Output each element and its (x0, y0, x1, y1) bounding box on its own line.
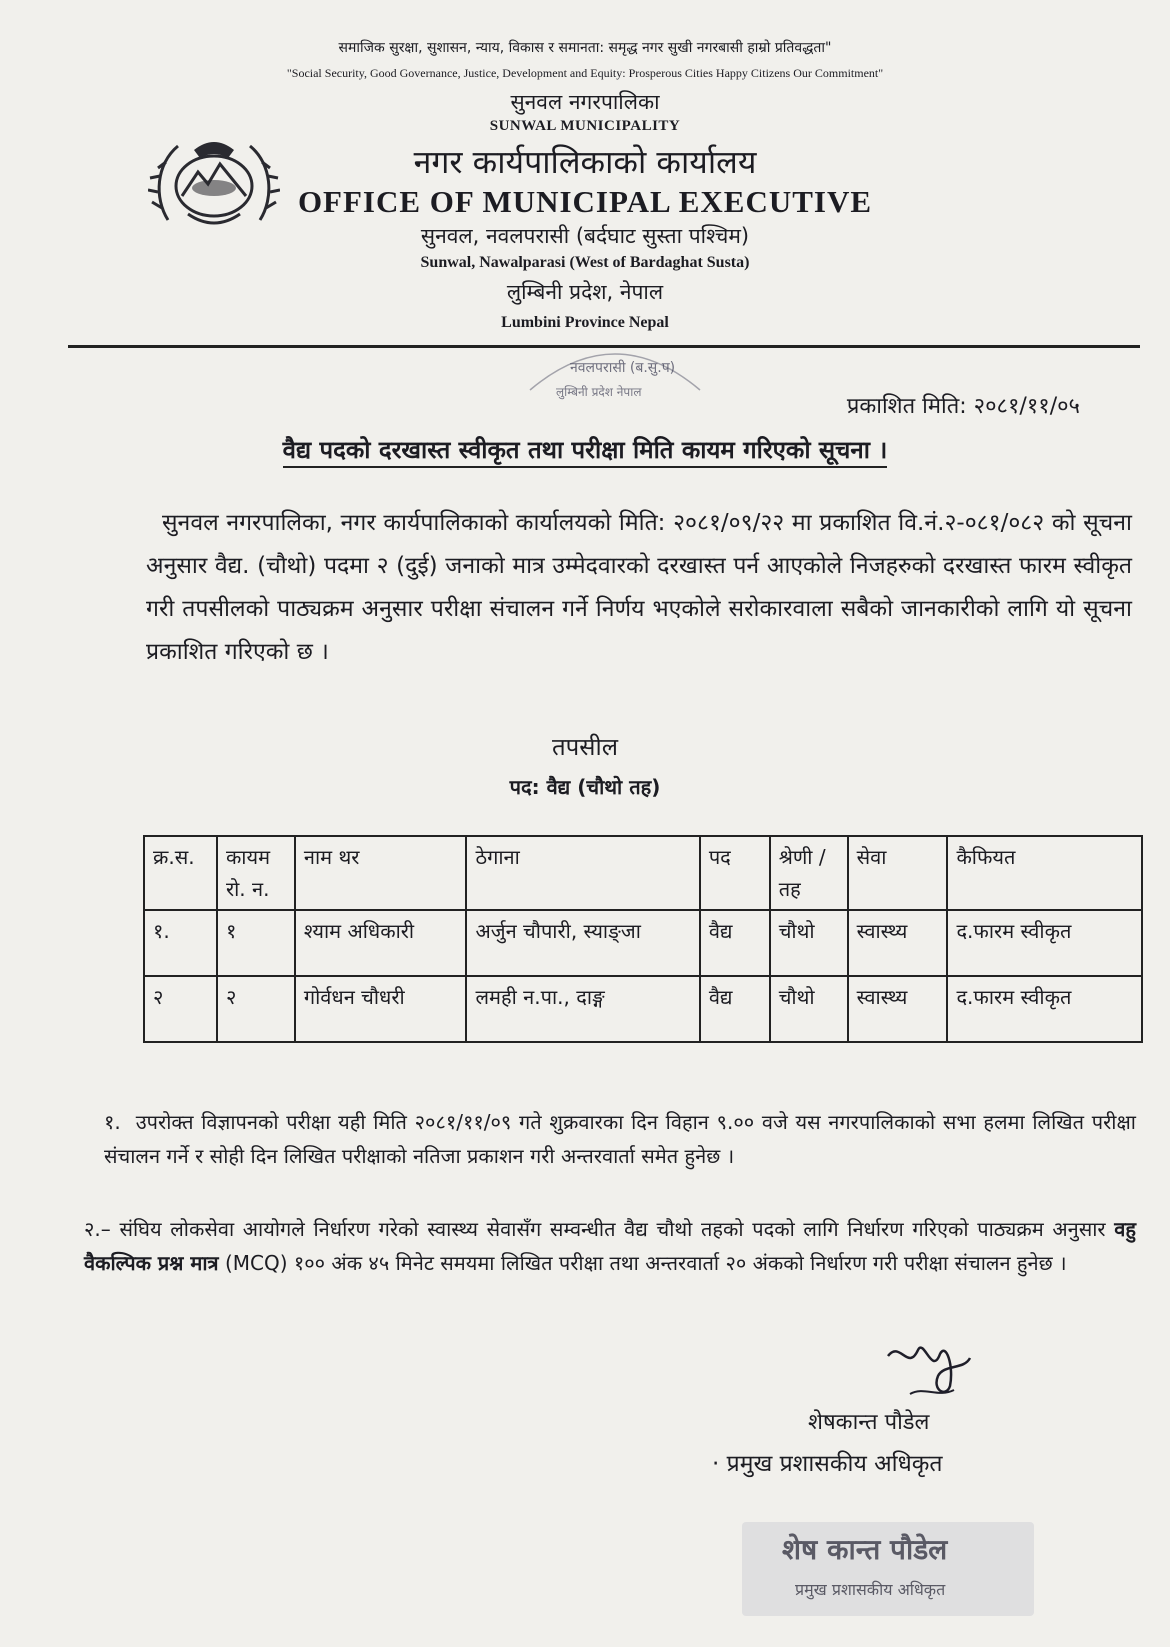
notice-title-text: वैद्य पदको दरखास्त स्वीकृत तथा परीक्षा मिति कायम गरिएको सूचना । (283, 436, 888, 468)
table-cell: द.फारम स्वीकृत (947, 910, 1142, 976)
stamp-line-1: नवलपरासी (ब.सु.प) (570, 360, 676, 376)
table-row (144, 910, 1142, 976)
table-cell: स्वास्थ्य (848, 976, 948, 1042)
column-header: सेवा (848, 836, 948, 910)
condition-text: (MCQ) १०० अंक ४५ मिनेट समयमा लिखित परीक्षा तथा अन्तरवार्ता २० अंकको निर्धारण गरी परीक्षा संचालन हुनेछ । (224, 1251, 1067, 1275)
table-cell: २ (144, 976, 217, 1042)
column-header: कैफियत (947, 836, 1142, 910)
notice-body: सुनवल नगरपालिका, नगर कार्यपालिकाको कार्यालयको मिति: २०८१/०९/२२ मा प्रकाशित वि.नं.२-०८१/०८२ को सूचना अनुसार वैद्य. (चौथो) पदमा २ (दुई) जनाको मात्र उम्मेदवारको दरखास्त पर्न आएकोले निजहरुको दरखास्त फारम स्वीकृत गरी तपसीलको पाठ्यक्रम अनुसार परीक्षा संचालन गर्ने निर्णय भएकोले सरोकारवाला सबैको जानकारीको लागि यो सूचना प्रकाशित गरिएको छ । (146, 510, 1132, 665)
municipality-name-english: SUNWAL MUNICIPALITY (489, 118, 681, 134)
motto-nepali: समाजिक सुरक्षा, सुशासन, न्याय, विकास र समानता: समृद्ध नगर सुखी नगरबासी हाम्रो प्रतिवद्धता" (338, 40, 832, 56)
table-cell: वैद्य (700, 910, 770, 976)
table-cell: श्याम अधिकारी (295, 910, 467, 976)
column-header: ठेगाना (466, 836, 699, 910)
table-cell: वैद्य (700, 976, 770, 1042)
stamp-line-2: लुम्बिनी प्रदेश नेपाल (556, 385, 642, 399)
column-header: कायम रो. न. (217, 836, 295, 910)
municipality-name-nepali: सुनवल नगरपालिका (510, 90, 660, 114)
condition-text: उपरोक्त विज्ञापनको परीक्षा यही मिति २०८१/११/०९ गते शुक्रवारका दिन विहान ९.०० वजे यस नगरपालिकाको सभा हलमा लिखित परीक्षा संचालन गर्ने र सोही दिन लिखित परीक्षाको नतिजा प्रकाशन गरी अन्तरवार्ता समेत हुनेछ । (104, 1110, 1136, 1168)
office-name-nepali: नगर कार्यपालिकाको कार्यालय (413, 143, 757, 181)
condition-number: २.– (84, 1217, 111, 1241)
column-header: नाम थर (295, 836, 467, 910)
table-cell: १ (217, 910, 295, 976)
column-header: पद (700, 836, 770, 910)
signature-icon (880, 1336, 976, 1402)
post-line: पद: वैद्य (चौथो तह) (509, 775, 661, 799)
condition-emphasis: वहु वैकल्पिक प्रश्न मात्र (84, 1217, 1137, 1275)
column-header: श्रेणी /तह (770, 836, 848, 910)
table-cell: १. (144, 910, 217, 976)
table-row (144, 976, 1142, 1042)
province-nepali: लुम्बिनी प्रदेश, नेपाल (506, 280, 664, 304)
column-header: क्र.स. (144, 836, 217, 910)
seal-name: शेष कान्त पौडेल (782, 1533, 948, 1566)
schedule-heading: तपसील (551, 733, 619, 761)
nepal-emblem-icon (148, 128, 280, 246)
signatory-name: शेषकान्त पौडेल (808, 1410, 930, 1435)
table-cell: गोर्वधन चौधरी (295, 976, 467, 1042)
office-name-english: OFFICE OF MUNICIPAL EXECUTIVE (297, 184, 873, 219)
condition-2 (84, 1212, 1136, 1280)
signatory-title: · प्रमुख प्रशासकीय अधिकृत (712, 1451, 943, 1477)
table-cell: चौथो (770, 976, 848, 1042)
address-nepali: सुनवल, नवलपरासी (बर्दघाट सुस्ता पश्चिम) (420, 224, 750, 248)
table-header-row (144, 836, 1142, 910)
condition-number: १. (104, 1110, 121, 1134)
seal-title: प्रमुख प्रशासकीय अधिकृत (795, 1580, 946, 1599)
table-cell: २ (217, 976, 295, 1042)
table-cell: द.फारम स्वीकृत (947, 976, 1142, 1042)
motto-english: "Social Security, Good Governance, Justice, Development and Equity: Prosperous Cities Happy Citizens Our Commitment" (286, 66, 884, 80)
province-english: Lumbini Province Nepal (501, 314, 669, 331)
address-english: Sunwal, Nawalparasi (West of Bardaghat Susta) (420, 254, 750, 271)
publication-date: प्रकाशित मिति: २०८१/११/०५ (846, 394, 1080, 419)
office-stamp-icon (520, 330, 710, 406)
table-cell: लमही न.पा., दाङ्ग (466, 976, 699, 1042)
condition-text: संघिय लोकसेवा आयोगले निर्धारण गरेको स्वास्थ्य सेवासँग सम्वन्धीत वैद्य चौथो तहको पदको लागि निर्धारण गरिएको पाठ्यक्रम अनुसार (119, 1217, 1106, 1241)
candidates-table (143, 835, 1143, 1043)
notice-title (0, 433, 1170, 466)
table-cell: चौथो (770, 910, 848, 976)
table-cell: अर्जुन चौपारी, स्याङ्जा (466, 910, 699, 976)
condition-1 (104, 1105, 1136, 1173)
table-cell: स्वास्थ्य (848, 910, 948, 976)
